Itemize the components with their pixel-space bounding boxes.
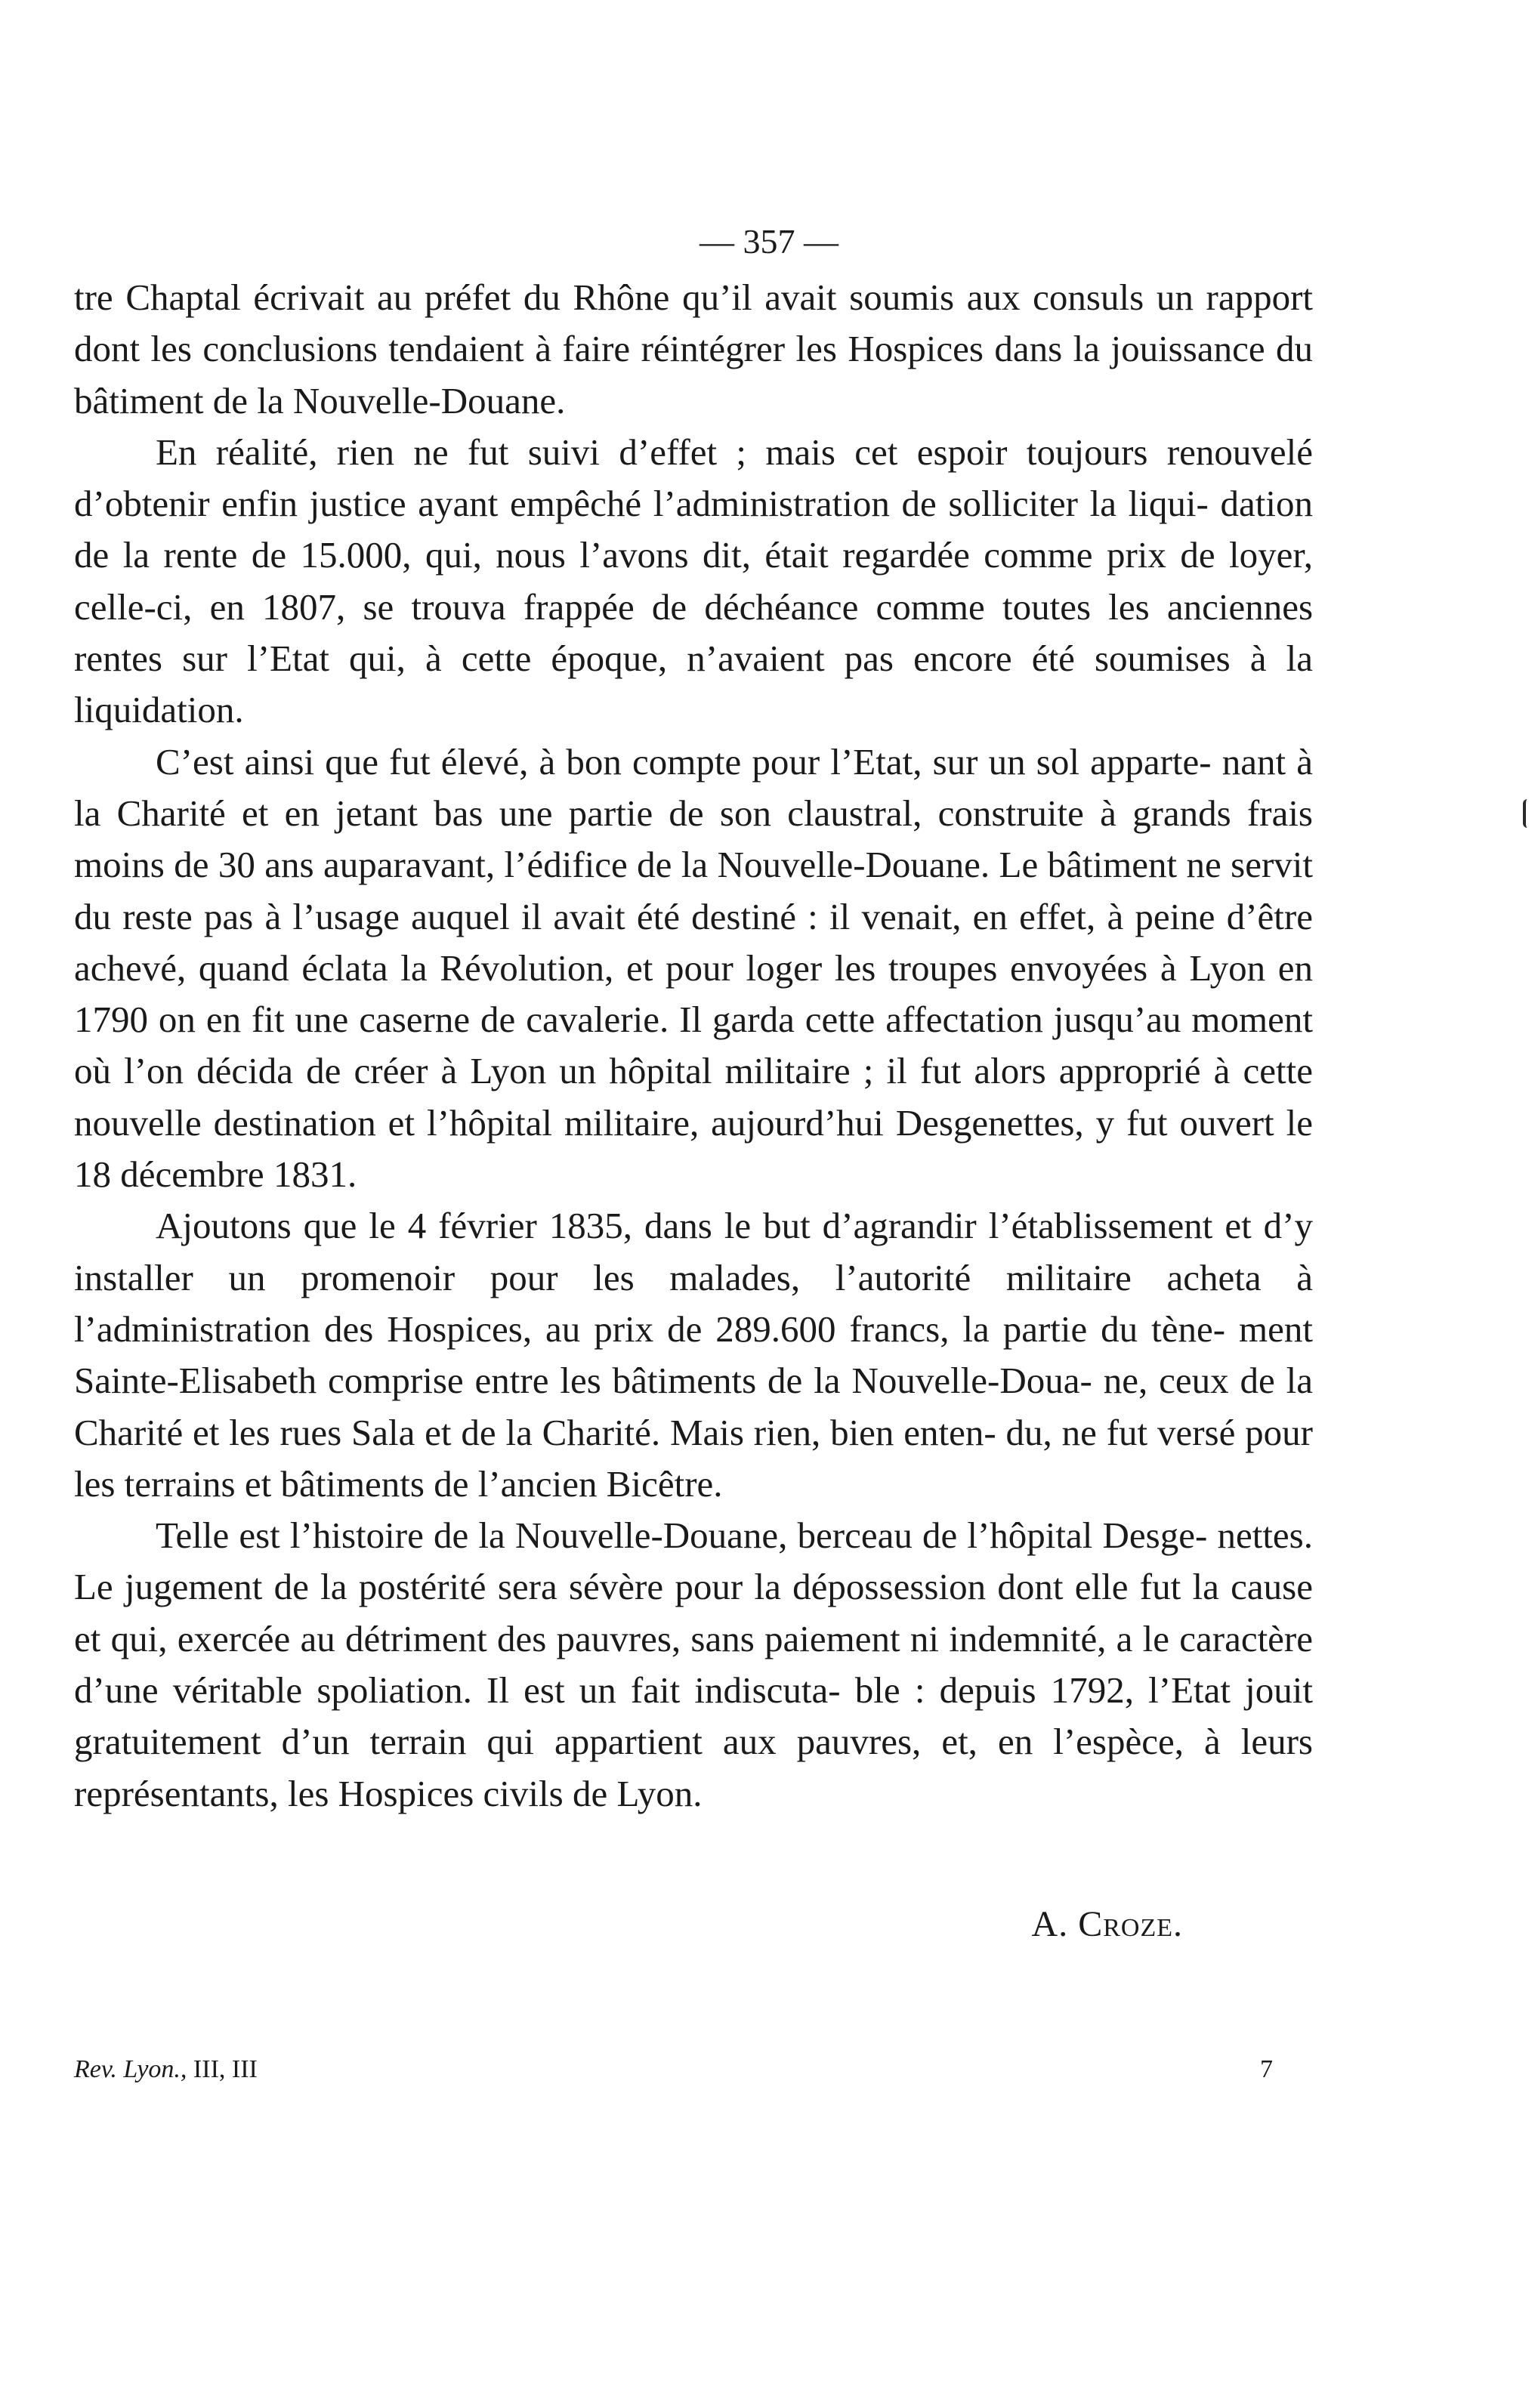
line: rapport dont les conclusions tendaient à faire réintégrer les Hospices dans (74, 276, 1313, 370)
line: ble : depuis 1792, l’Etat jouit gratuitement d’un terrain qui appartient aux (74, 1669, 1314, 1763)
line: un hôpital militaire ; il fut alors approprié à cette nouvelle destination et (74, 1050, 1314, 1144)
journal-abbreviation: Rev. Lyon., (74, 2055, 187, 2083)
line: Ajoutons que le 4 février 1835, dans le but d’agrandir l’établissement (156, 1205, 1213, 1247)
line: la jouissance du bâtiment de la Nouvelle-Douane. (74, 328, 1313, 421)
margin-bracket-mark (1523, 799, 1532, 828)
author-signature (1032, 1902, 1183, 1947)
line: 1831. (273, 1153, 357, 1196)
line: En réalité, rien ne fut suivi d’effet ; mais cet espoir toujours renouvelé (156, 431, 1313, 473)
journal-volume: III, III (193, 2055, 258, 2083)
line: pauvres, et, en l’espèce, à leurs représentants, les Hospices civils de Lyon. (74, 1721, 1313, 1814)
line: l’administration des Hospices, au prix de 289.600 francs, la partie du tène- (74, 1307, 1226, 1350)
line: elle fut la cause et qui, exercée au détriment des pauvres, sans paiement ni (74, 1566, 1313, 1659)
line: toutes les anciennes rentes sur l’Etat qui, à cette époque, n’avaient pas (74, 585, 1314, 680)
paragraph-2 (74, 427, 1313, 736)
line: prix de loyer, celle-ci, en 1807, se trouva frappée de déchéance comme (74, 534, 1314, 628)
line: Telle est l’histoire de la Nouvelle-Douane, berceau de l’hôpital Desge- (156, 1514, 1208, 1557)
body-text (74, 272, 1313, 1820)
line: loger les troupes envoyées à Lyon en 1790 on en fit une caserne de cavalerie. (74, 946, 1314, 1041)
page-number: — 357 — (700, 222, 838, 261)
line: nant à la Charité et en jetant bas une partie de son claustral, construite à (74, 740, 1313, 834)
signature-mark: 7 (1260, 2055, 1273, 2083)
line: d’obtenir enfin justice ayant empêché l’administration de solliciter la liqui- (74, 483, 1209, 525)
line: Il garda cette affectation jusqu’au moment où l’on décida de créer à Lyon (74, 999, 1313, 1092)
line: ment Sainte-Elisabeth comprise entre les bâtiments de la Nouvelle-Doua- (74, 1307, 1313, 1402)
line: l’hôpital militaire, aujourd’hui Desgenettes, y fut ouvert le 18 décembre (74, 1101, 1313, 1196)
line: ne, ceux de la Charité et les rues Sala et de la Charité. Mais rien, bien enten- (74, 1360, 1314, 1453)
paragraph-5 (74, 1510, 1313, 1820)
line: et d’y installer un promenoir pour les malades, l’autorité militaire acheta à (74, 1205, 1313, 1298)
author-initial: A. (1031, 1904, 1069, 1944)
paragraph-1 (74, 272, 1313, 427)
line: nettes. Le jugement de la postérité sera sévère pour la dépossession dont (74, 1514, 1313, 1608)
footer-journal-reference (74, 2053, 258, 2086)
line: C’est ainsi que fut élevé, à bon compte pour l’Etat, sur un sol apparte- (156, 740, 1212, 783)
line: indemnité, a le caractère d’une véritable spoliation. Il est un fait indiscuta- (74, 1617, 1314, 1712)
line: venait, en effet, à peine d’être achevé, quand éclata la Révolution, et pour (74, 895, 1313, 989)
paragraph-3 (74, 736, 1313, 1201)
line: Le bâtiment ne servit du reste pas à l’usage auquel il avait été destiné : il (74, 844, 1313, 937)
line: dation de la rente de 15.000, qui, nous l’avons dit, était regardée comme (74, 483, 1313, 576)
line: encore été soumises à la liquidation. (74, 638, 1313, 731)
line: tre Chaptal écrivait au préfet du Rhône qu’il avait soumis aux consuls un (74, 276, 1194, 318)
paragraph-4 (74, 1200, 1313, 1510)
line: du, ne fut versé pour les terrains et bâtiments de l’ancien Bicêtre. (74, 1411, 1313, 1505)
line: grands frais moins de 30 ans auparavant, l’édifice de la Nouvelle-Douane. (74, 792, 1314, 886)
author-name: Croze. (1078, 1904, 1183, 1944)
